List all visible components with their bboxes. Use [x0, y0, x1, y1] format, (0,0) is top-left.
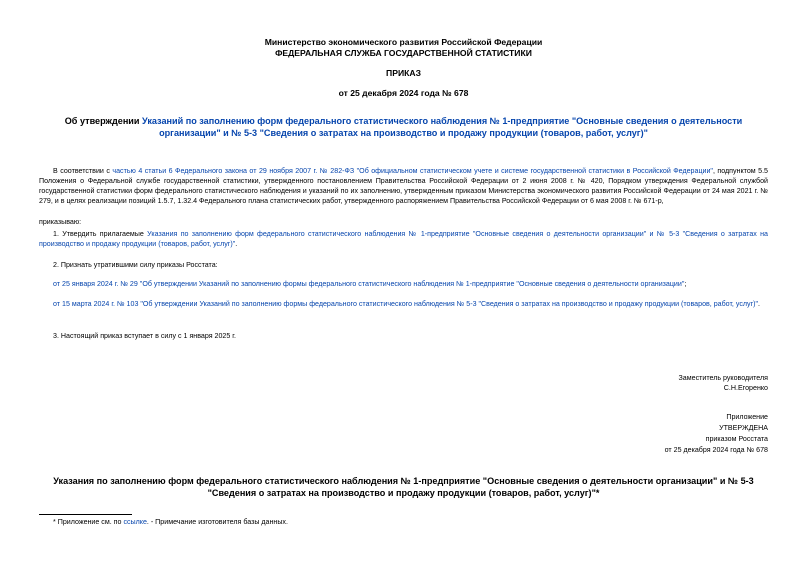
document-date: от 25 декабря 2024 года № 678 [338, 88, 469, 98]
repealed-order-2-link[interactable]: от 15 марта 2024 г. № 103 "Об утверждении Указаний по заполнению формы федерального статистического наблюдения № 5-3 "Сведения о затратах на производство и продажу продукции (товаров, работ, услуг)" [53, 300, 759, 308]
item-1-link[interactable]: Указания по заполнению форм федерального статистического наблюдения № 1-предприятие "Основные сведения о деятельности организации" и № 5-3 "Сведения о затратах на производство и продажу продукции (товаров, работ, услуг)" [39, 230, 768, 248]
order-item-2: 2. Признать утратившими силу приказы Росстата: [53, 261, 218, 269]
approval-date: от 25 декабря 2024 года № 678 [664, 446, 768, 454]
order-word: приказываю: [39, 218, 82, 226]
annex-title-line-1: Указания по заполнению форм федерального статистического наблюдения № 1-предприятие "Основные сведения о деятельности организации" и № 5-3 [53, 476, 754, 486]
document-title [36, 116, 771, 139]
repealed-order-1-link[interactable]: от 25 января 2024 г. № 29 "Об утверждении Указаний по заполнению формы федерального статистического наблюдения № 1-предприятие "Основные сведения о деятельности организации" [53, 280, 685, 288]
service-name: ФЕДЕРАЛЬНАЯ СЛУЖБА ГОСУДАРСТВЕННОЙ СТАТИСТИКИ [275, 48, 532, 58]
approval-order: приказом Росстата [705, 435, 768, 443]
document-type: ПРИКАЗ [386, 68, 421, 78]
preamble-paragraph [39, 166, 768, 206]
footnote-divider [39, 514, 132, 515]
item-1-end: . [235, 240, 238, 248]
signature-name: С.Н.Егоренко [723, 384, 768, 392]
footnote [53, 517, 288, 527]
repealed-order-1-end: ; [684, 280, 687, 288]
order-item-3: 3. Настоящий приказ вступает в силу с 1 января 2025 г. [53, 332, 236, 340]
footnote-text-2: . - Примечание изготовителя базы данных. [146, 518, 288, 526]
repealed-order-1 [39, 279, 768, 289]
preamble-text-2: , подпунктом 5.5 Положения о Федеральной службе государственной статистики, утвержденного постановлением Правительства Российской Федерации от 2 июня 2008 г. № 420, Порядком утверждения Федеральной службой государственной статистики форм федерального статистического наблюдения и указаний по их заполнению, утвержденным приказом Министерства экономического развития Российской Федерации от 24 мая 2021 г. № 279, и в целях реализации позиций 1.5.7, 1.32.4 Федерального плана статистических работ, утвержденного распоряжением Правительства Российской Федерации от 6 мая 2008 г. № 671-р, [39, 167, 768, 205]
ministry-name: Министерство экономического развития Российской Федерации [264, 37, 543, 47]
approval-approved: УТВЕРЖДЕНА [719, 424, 768, 432]
repealed-order-2-end: . [758, 300, 761, 308]
footnote-text-1: * Приложение см. по [53, 518, 124, 526]
signature-position: Заместитель руководителя [678, 374, 768, 382]
item-1-text: 1. Утвердить прилагаемые [53, 230, 148, 238]
title-link[interactable]: Указаний по заполнению форм федерального статистического наблюдения № 1-предприятие "Основные сведения о деятельности организации" и № 5-3 "Сведения о затратах на производство и продажу продукции (товаров, работ, услуг)" [142, 116, 743, 138]
preamble-text-1: В соответствии с [53, 167, 113, 175]
order-item-1 [39, 229, 768, 249]
footnote-link[interactable]: ссылке [123, 518, 147, 526]
preamble-law-link[interactable]: частью 4 статьи 6 Федерального закона от 29 ноября 2007 г. № 282-ФЗ "Об официальном статистическом учете и системе государственной статистики в Российской Федерации" [112, 167, 713, 175]
repealed-order-2 [39, 299, 768, 309]
approval-annex: Приложение [726, 413, 768, 421]
annex-title-line-2: "Сведения о затратах на производство и продажу продукции (товаров, работ, услуг)"* [207, 488, 600, 498]
title-prefix: Об утверждении [64, 116, 143, 126]
